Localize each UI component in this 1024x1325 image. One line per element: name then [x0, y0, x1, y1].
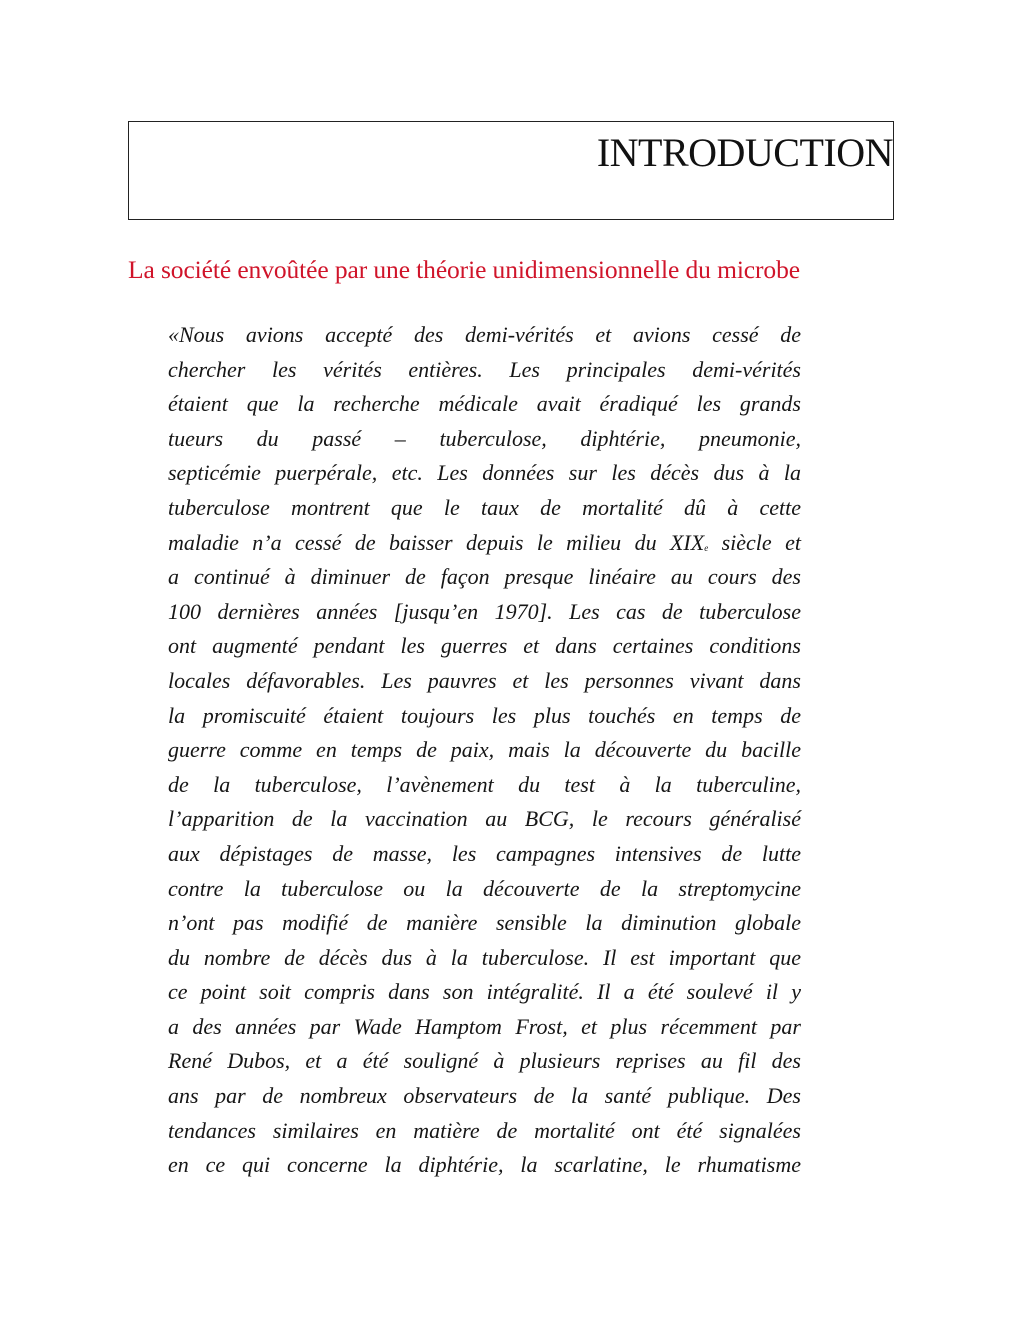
quote-line: ont augmenté pendant les guerres et dans certaines conditions [168, 633, 801, 659]
quote-line: a des années par Wade Hamptom Frost, et plus récemment par [168, 1013, 801, 1039]
quote-line: en ce qui concerne la diphtérie, la scarlatine, le rhumatisme [168, 1152, 801, 1178]
quote-line-text: maladie n’a cessé de baisser depuis le milieu du XIX [168, 529, 705, 555]
quote-line: ans par de nombreux observateurs de la santé publique. Des [168, 1083, 801, 1109]
quote-line: aux dépistages de masse, les campagnes intensives de lutte [168, 840, 801, 866]
quote-line: l’apparition de la vaccination au BCG, le recours généralisé [168, 806, 801, 832]
quote-line-with-century [168, 526, 801, 561]
quote-block [168, 318, 801, 1183]
quote-line: «Nous avions accepté des demi-vérités et avions cessé de [168, 322, 801, 347]
chapter-title-box [128, 121, 894, 220]
quote-line: n’ont pas modifié de manière sensible la diminution globale [168, 910, 801, 936]
century-superscript: e [704, 542, 709, 553]
quote-line: a continué à diminuer de façon presque linéaire au cours des [168, 564, 801, 590]
quote-line: chercher les vérités entières. Les principales demi-vérités [168, 356, 801, 382]
quote-line: la promiscuité étaient toujours les plus touchés en temps de [168, 702, 801, 728]
quote-line: contre la tuberculose ou la découverte de la streptomycine [168, 875, 801, 901]
section-subtitle: La société envoûtée par une théorie unidimensionnelle du microbe [128, 255, 800, 284]
quote-line: René Dubos, et a été souligné à plusieurs reprises au fil des [168, 1048, 801, 1074]
quote-line: étaient que la recherche médicale avait éradiqué les grands [168, 391, 801, 417]
quote-line: tueurs du passé – tuberculose, diphtérie, pneumonie, [168, 425, 801, 451]
quote-line: locales défavorables. Les pauvres et les personnes vivant dans [168, 667, 801, 693]
quote-line: du nombre de décès dus à la tuberculose. Il est important que [168, 944, 801, 970]
chapter-title: INTRODUCTION [596, 130, 893, 175]
quote-line: 100 dernières années [jusqu’en 1970]. Les cas de tuberculose [168, 598, 801, 624]
quote-line-tail: siècle et [708, 529, 801, 555]
quote-line: ce point soit compris dans son intégralité. Il a été soulevé il y [168, 979, 801, 1005]
quote-line: guerre comme en temps de paix, mais la découverte du bacille [168, 737, 801, 763]
quote-line: septicémie puerpérale, etc. Les données sur les décès dus à la [168, 460, 801, 486]
quote-line: tendances similaires en matière de mortalité ont été signalées [168, 1117, 801, 1143]
quote-line: tuberculose montrent que le taux de mortalité dû à cette [168, 494, 801, 520]
quote-line: de la tuberculose, l’avènement du test à la tuberculine, [168, 771, 801, 797]
